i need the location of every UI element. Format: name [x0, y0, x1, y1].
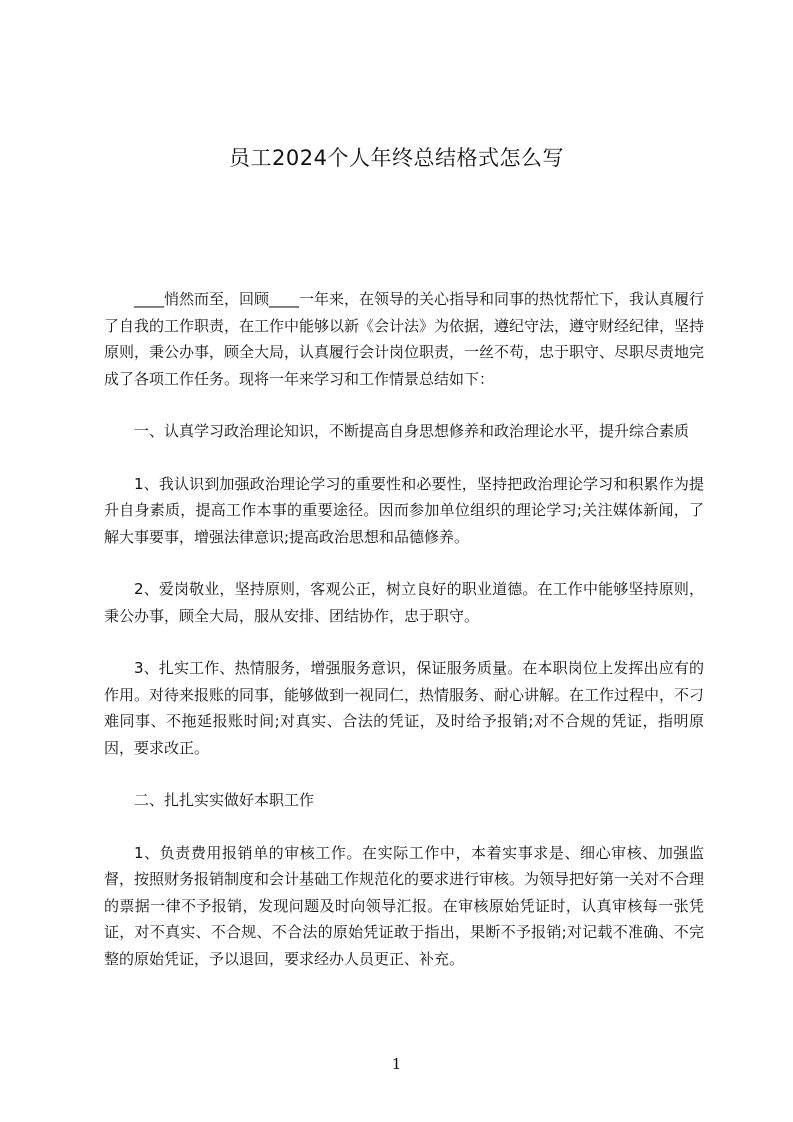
- section-1-item-2: 2、爱岗敬业，坚持原则，客观公正，树立良好的职业道德。在工作中能够坚持原则，秉公办事，顾全大局，服从安排、团结协作，忠于职守。: [104, 580, 704, 625]
- intro-paragraph: ____悄然而至，回顾____一年来，在领导的关心指导和同事的热忱帮忙下，我认真履行了自我的工作职责，在工作中能够以新《会计法》为依据，遵纪守法，遵守财经纪律，坚持原则，秉公办事，顾全大局，认真履行会计岗位职责，一丝不苟，忠于职守、尽职尽责地完成了各项工作任务。现将一年来学习和工作情景总结如下：: [104, 290, 705, 388]
- section-heading-2: 二、扎扎实实做好本职工作: [134, 791, 315, 809]
- document-body: [104, 286, 704, 998]
- section-heading-1: 一、认真学习政治理论知识，不断提高自身思想修养和政治理论水平，提升综合素质: [134, 422, 690, 440]
- page-number: 1: [391, 1055, 402, 1073]
- section-2-item-1: 1、负责费用报销单的审核工作。在实际工作中，本着实事求是、细心审核、加强监督，按照财务报销制度和会计基础工作规范化的要求进行审核。为领导把好第一关对不合理的票据一律不予报销，发现问题及时向领导汇报。在审核原始凭证时，认真审核每一张凭证，对不真实、不合规、不合法的原始凭证敢于指出，果断不予报销;对记载不准确、不完整的原始凭证，予以退回，要求经办人员更正、补充。: [104, 843, 705, 968]
- document-title: 员工2024个人年终总结格式怎么写: [229, 146, 564, 170]
- section-1-item-1: 1、我认识到加强政治理论学习的重要性和必要性，坚持把政治理论学习和积累作为提升自身素质，提高工作本事的重要途径。因而参加单位组织的理论学习;关注媒体新闻，了解大事要事，增强法律意识;提高政治思想和品德修养。: [104, 474, 704, 546]
- section-1-item-3: 3、扎实工作、热情服务，增强服务意识，保证服务质量。在本职岗位上发挥出应有的作用。对待来报账的同事，能够做到一视同仁，热情服务、耐心讲解。在工作过程中，不刁难同事、不拖延报账时间;对真实、合法的凭证，及时给予报销;对不合规的凭证，指明原因，要求改正。: [104, 659, 705, 757]
